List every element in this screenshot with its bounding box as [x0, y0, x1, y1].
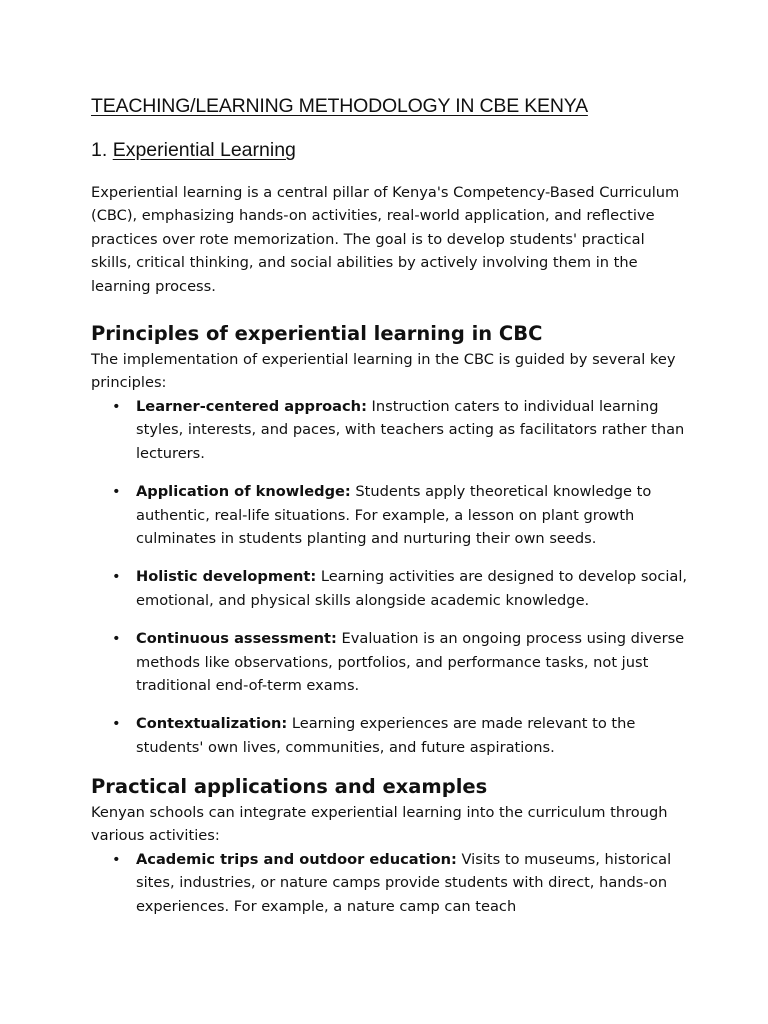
list-item-text: Students apply theoretical knowledge to authentic, real-life situations. For example, a lesson on plant growth culminates in students planting and nurturing their own seeds.	[136, 483, 652, 548]
principles-list	[91, 395, 691, 774]
section-heading	[91, 139, 296, 162]
list-item-term: Learner-centered approach:	[136, 398, 367, 415]
list-item-term: Continuous assessment:	[136, 630, 337, 648]
bullet-icon: •	[112, 483, 121, 501]
bullet-icon: •	[112, 568, 121, 586]
list-item	[91, 565, 691, 612]
practical-lead-paragraph: Kenyan schools can integrate experiential learning into the curriculum through various activities:	[91, 804, 668, 845]
list-item-term: Contextualization:	[136, 715, 288, 733]
practical-list	[91, 848, 691, 933]
bullet-icon: •	[112, 630, 121, 648]
bullet-icon: •	[112, 851, 121, 868]
list-item	[91, 480, 691, 550]
practical-heading: Practical applications and examples	[91, 775, 488, 798]
list-item-text: Learning activities are designed to develop social, emotional, and physical skills alongside academic knowledge.	[136, 568, 688, 609]
bullet-icon: •	[112, 398, 121, 415]
list-item-text: Learning experiences are made relevant to the students' own lives, communities, and future aspirations.	[136, 715, 636, 756]
intro-paragraph: Experiential learning is a central pillar of Kenya's Competency-Based Curriculum (CBC), emphasizing hands-on activities, real-world application, and reflective practices over rote memorization. The goal is to develop students' practical skills, critical thinking, and social abilities by actively involving them in the learning process.	[91, 184, 680, 295]
list-item	[91, 848, 691, 918]
list-item-text: Instruction caters to individual learning styles, interests, and paces, with teachers acting as facilitators rather than lecturers.	[136, 398, 685, 462]
list-item-text: Visits to museums, historical sites, industries, or nature camps provide students with direct, hands-on experiences. For example, a nature camp can teach	[136, 851, 672, 915]
list-item-text: Evaluation is an ongoing process using diverse methods like observations, portfolios, and performance tasks, not just traditional end-of-term exams.	[136, 630, 685, 695]
list-item-term: Application of knowledge:	[136, 483, 351, 501]
bullet-icon: •	[112, 715, 121, 733]
document-title: TEACHING/LEARNING METHODOLOGY IN CBE KENYA	[91, 95, 588, 117]
list-item	[91, 627, 691, 697]
section-number: 1.	[91, 139, 108, 161]
list-item	[91, 712, 691, 759]
list-item-term: Academic trips and outdoor education:	[136, 851, 457, 868]
section-heading-text: Experiential Learning	[112, 139, 296, 161]
principles-lead-paragraph: The implementation of experiential learning in the CBC is guided by several key principles:	[91, 351, 676, 392]
list-item	[91, 395, 691, 465]
list-item-term: Holistic development:	[136, 568, 317, 586]
principles-heading: Principles of experiential learning in CBC	[91, 322, 543, 345]
